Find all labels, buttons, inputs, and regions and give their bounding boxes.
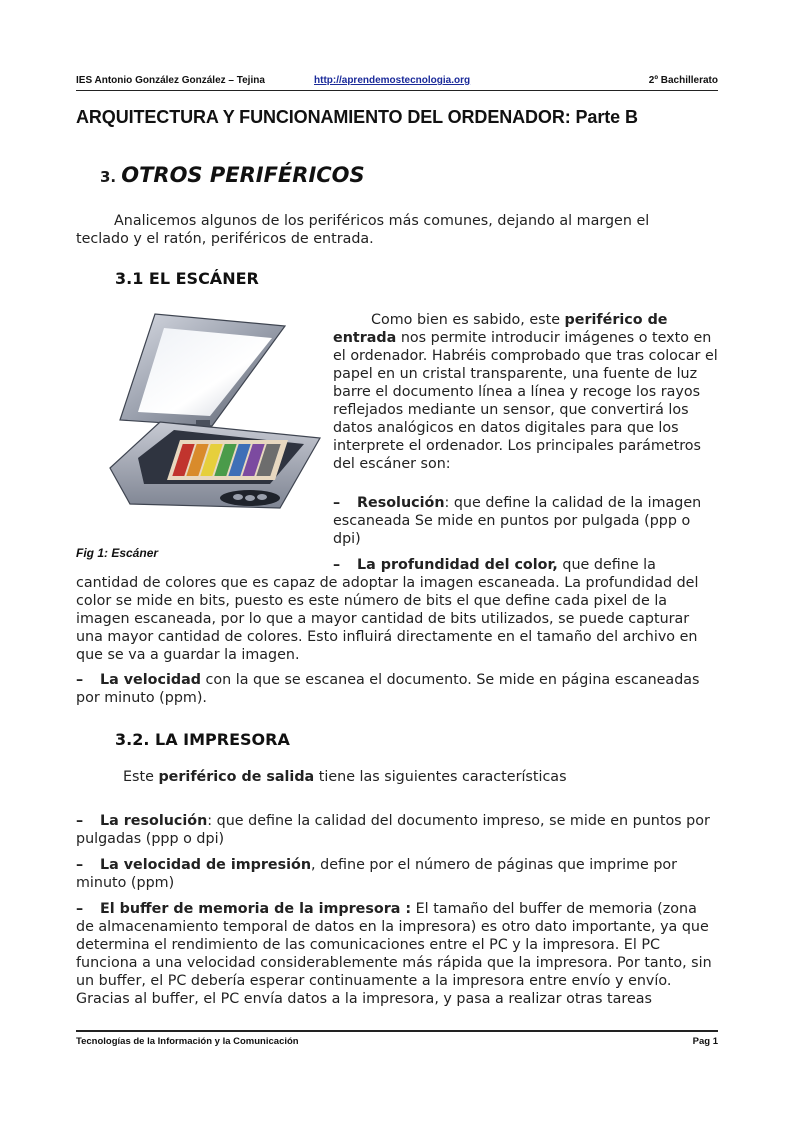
document-title: ARQUITECTURA Y FUNCIONAMIENTO DEL ORDENADOR: Parte B: [76, 107, 638, 127]
bullet-dash: –: [333, 495, 341, 511]
printer-b1-text: : que define la calidad del documento impreso, se mide en puntos por pulgadas (ppp o dpi): [76, 813, 710, 847]
scanner-p1-b: nos permite introducir imágenes o texto en el ordenador. Habréis comprobado que tras colocar el papel en un cristal transparente, una fuente de luz barre el documento línea a línea y recoge los rayos reflejados mediante un sensor, que convertirá los datos analógicos en datos digitales para que los interprete el ordenador. Los principales parámetros del escáner son:: [333, 330, 718, 472]
printer-intro: [123, 768, 713, 786]
footer-subject: Tecnologías de la Información y la Comunicación: [76, 1036, 299, 1047]
scanner-illustration: [100, 308, 325, 520]
section-heading: [100, 163, 365, 187]
section-title: OTROS PERIFÉRICOS: [121, 163, 365, 187]
printer-intro-bold: periférico de salida: [158, 769, 315, 785]
scanner-b3-text: con la que se escanea el documento. Se mide en página escaneadas por minuto (ppm).: [76, 672, 700, 706]
printer-intro-b: tiene las siguientes características: [314, 769, 567, 785]
scanner-bullet-color-depth: [333, 556, 719, 574]
printer-b3-text: El tamaño del buffer de memoria (zona de almacenamiento temporal de datos en la impresora) es otro dato importante, ya que determina el rendimiento de las comunicaciones entre el PC y la impresora. El PC funciona a una velocidad considerablemente más rápida que la impresora. Por tanto, sin un buffer, el PC debería esperar continuamente a la impresora entre envío y envío. Gracias al buffer, el PC envía datos a la impresora, y pasa a realizar otras tareas: [76, 901, 712, 1007]
scanner-b2-bold: La profundidad del color,: [357, 557, 558, 573]
scanner-b3-bold: La velocidad: [100, 672, 201, 688]
page-number: Pag 1: [692, 1036, 718, 1047]
header-link-text[interactable]: http://aprendemostecnologia.org: [314, 75, 471, 86]
scanner-heading: 3.1 EL ESCÁNER: [115, 269, 259, 288]
section-intro: Analicemos algunos de los periféricos más comunes, dejando al margen el teclado y el ratón, periféricos de entrada.: [76, 213, 650, 247]
printer-heading: 3.2. LA IMPRESORA: [115, 730, 290, 749]
header-school: IES Antonio González González – Tejina: [76, 75, 265, 86]
bullet-dash: –: [76, 672, 84, 688]
scanner-bullet-speed: [76, 671, 716, 707]
printer-bullet-buffer: [76, 900, 716, 1008]
header-course: 2º Bachillerato: [648, 75, 718, 86]
scanner-b1-text: : que define la calidad de la imagen escaneada Se mide en puntos por pulgada (ppp o dpi): [333, 495, 702, 547]
scanner-p1-bold: periférico de entrada: [333, 312, 668, 346]
scanner-paragraph: [333, 311, 719, 473]
bullet-dash: –: [333, 557, 341, 573]
scanner-b2-text: que define la: [557, 557, 656, 573]
scanner-image: [100, 308, 325, 520]
bullet-dash: –: [76, 901, 84, 917]
header-rule: [76, 90, 718, 91]
scanner-p1-a: Como bien es sabido, este: [371, 312, 565, 328]
printer-bullet-speed: [76, 856, 712, 892]
figure-caption: Fig 1: Escáner: [76, 546, 159, 560]
section-number: 3.: [100, 168, 117, 186]
printer-intro-a: Este: [123, 769, 159, 785]
bullet-dash: –: [76, 857, 84, 873]
printer-b1-bold: La resolución: [100, 813, 208, 829]
scanner-bullet-color-depth-continued: cantidad de colores que es capaz de adoptar la imagen escaneada. La profundidad del color se mide en bits, puesto es este número de bits el que define cada pixel de la imagen escaneada, por lo que a mayor cantidad de bits utilizados, se puede capturar una mayor cantidad de colores. Esto influirá directamente en el tamaño del archivo en que se va a guardar la imagen.: [76, 575, 699, 663]
scanner-b1-bold: Resolución: [357, 495, 445, 511]
printer-b3-bold: El buffer de memoria de la impresora :: [100, 901, 412, 917]
printer-b2-bold: La velocidad de impresión: [100, 857, 312, 873]
header-link[interactable]: [314, 75, 470, 86]
footer-rule: [76, 1030, 718, 1032]
scanner-bullet-resolution: [333, 494, 713, 548]
printer-bullet-resolution: [76, 812, 712, 848]
bullet-dash: –: [76, 813, 84, 829]
printer-b2-text: , define por el número de páginas que imprime por minuto (ppm): [76, 857, 678, 891]
